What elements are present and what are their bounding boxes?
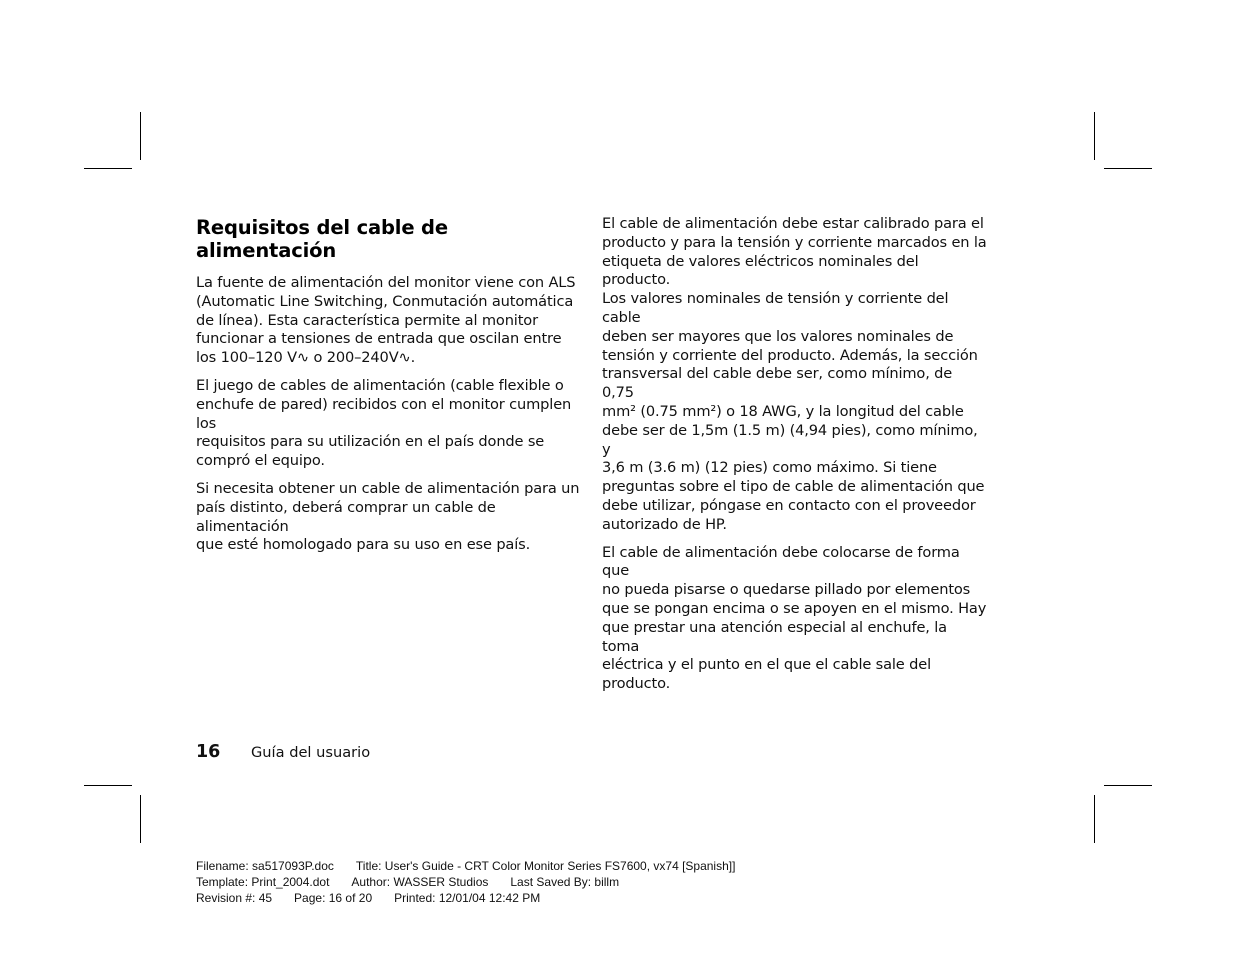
meta-author: Author: WASSER Studios	[351, 875, 489, 889]
left-paragraph: La fuente de alimentación del monitor viene con ALS (Automatic Line Switching, Conmutación automática de línea). Esta característica permite al monitor funcionar a tensiones de entrada que oscilan entre los 100–120 V∿ o 200–240V∿.	[196, 274, 576, 367]
left-paragraph: El juego de cables de alimentación (cable flexible o enchufe de pared) recibidos con el monitor cumplen los requisitos para su utilización en el país donde se compró el equipo.	[196, 376, 572, 470]
metadata-row	[196, 874, 757, 890]
crop-mark-bottom-right-vertical	[1094, 795, 1095, 843]
left-paragraph: Si necesita obtener un cable de alimentación para un país distinto, deberá comprar un cable de alimentación que esté homologado para su uso en ese país.	[196, 479, 580, 554]
meta-template: Template: Print_2004.dot	[196, 875, 330, 889]
crop-mark-top-left-horizontal	[84, 168, 132, 169]
meta-last-saved: Last Saved By: billm	[510, 875, 620, 889]
crop-mark-bottom-right-horizontal	[1104, 785, 1152, 786]
crop-mark-top-right-vertical	[1094, 112, 1095, 160]
document-metadata	[196, 858, 757, 906]
meta-revision: Revision #: 45	[196, 891, 273, 905]
crop-mark-top-left-vertical	[140, 112, 141, 160]
page-number: 16	[196, 742, 221, 762]
section-title: Requisitos del cable de alimentación	[196, 216, 448, 262]
page-footer	[196, 742, 370, 762]
book-title: Guía del usuario	[251, 744, 371, 761]
meta-title: Title: User's Guide - CRT Color Monitor Series FS7600, vx74 [Spanish]]	[355, 859, 736, 873]
meta-page: Page: 16 of 20	[294, 891, 373, 905]
meta-printed: Printed: 12/01/04 12:42 PM	[394, 891, 541, 905]
crop-mark-top-right-horizontal	[1104, 168, 1152, 169]
right-column	[602, 215, 988, 703]
right-paragraph: El cable de alimentación debe estar calibrado para el producto y para la tensión y corriente marcados en la etiqueta de valores eléctricos nominales del producto. Los valores nominales de tensión y corriente del cable deben ser mayores que los valores nominales de tensión y corriente del producto. Además, la sección transversal del cable debe ser, como mínimo, de 0,75 mm² (0.75 mm²) o 18 AWG, y la longitud del cable debe ser de 1,5m (1.5 m) (4,94 pies), como mínimo, y 3,6 m (3.6 m) (12 pies) como máximo. Si tiene preguntas sobre el tipo de cable de alimentación que debe utilizar, póngase en contacto con el proveedor autorizado de HP.	[602, 215, 987, 533]
crop-mark-bottom-left-horizontal	[84, 785, 132, 786]
meta-filename: Filename: sa517093P.doc	[196, 859, 334, 873]
metadata-row	[196, 890, 757, 906]
right-paragraph: El cable de alimentación debe colocarse de forma que no pueda pisarse o quedarse pillado por elementos que se pongan encima o se apoyen en el mismo. Hay que prestar una atención especial al enchufe, la toma eléctrica y el punto en el que el cable sale del producto.	[602, 543, 987, 693]
left-column	[196, 216, 582, 564]
metadata-row	[196, 858, 757, 874]
crop-mark-bottom-left-vertical	[140, 795, 141, 843]
